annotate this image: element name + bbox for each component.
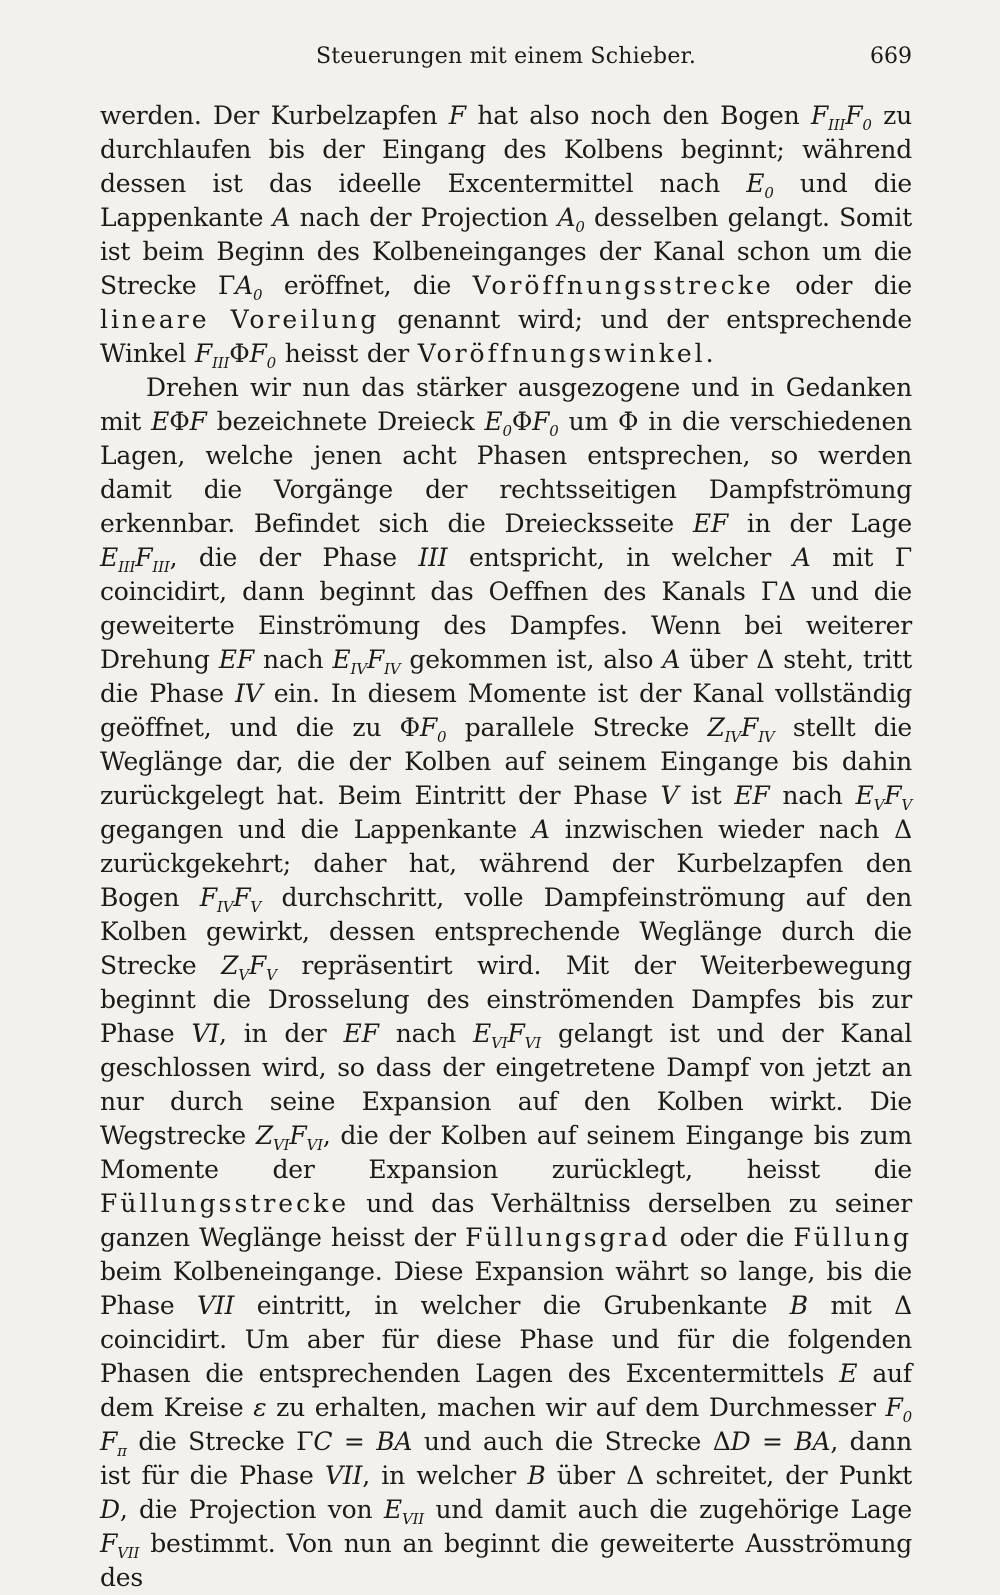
text-run: parallele Strecke: [446, 713, 708, 742]
text-run: EF: [692, 509, 729, 538]
text-run: heisst der: [275, 339, 418, 368]
text-run: werden. Der Kurbelzapfen: [100, 101, 449, 130]
text-run: F: [100, 1529, 118, 1558]
subscript: III: [118, 558, 136, 576]
text-run: B: [789, 1291, 808, 1320]
text-run: E: [484, 407, 503, 436]
text-run: E: [746, 169, 765, 198]
subscript: 0: [902, 1408, 912, 1426]
text-run: Φ: [169, 407, 190, 436]
subscript: 0: [764, 184, 774, 202]
text-run: F: [366, 645, 384, 674]
text-run: III: [418, 543, 448, 572]
text-run: F: [249, 339, 267, 368]
text-run: bestimmt. Von nun an beginnt die geweiterte Ausströmung des: [100, 1529, 912, 1592]
text-run: A: [235, 271, 254, 300]
text-run: hat also noch den Bogen: [465, 101, 811, 130]
text-run: E: [151, 407, 170, 436]
text-run: E: [100, 543, 119, 572]
subscript: V: [901, 796, 912, 814]
text-run: EF: [218, 645, 254, 674]
subscript: IV: [350, 660, 367, 678]
text-run: BA: [794, 1427, 831, 1456]
text-run: , in welcher: [362, 1461, 528, 1490]
text-run: E: [332, 645, 351, 674]
text-run: eröffnet, die: [262, 271, 473, 300]
text-run: F: [810, 101, 829, 130]
text-run: E: [383, 1495, 402, 1524]
text-run: F: [189, 407, 207, 436]
text-run: F: [419, 713, 438, 742]
subscript: IV: [216, 898, 234, 916]
text-run: gegangen und die Lappenkante: [100, 815, 532, 844]
text-run: stellt die Weglänge dar, die der Kolben auf seinem Eingange bis dahin zurückgelegt hat. Beim Eintritt der Phase: [100, 713, 912, 810]
text-run: F: [135, 543, 153, 572]
text-run: nach: [253, 645, 333, 674]
text-run: bezeichnete Dreieck: [206, 407, 485, 436]
page-number: 669: [870, 44, 912, 69]
text-run: Voröffnungswinkel: [417, 339, 706, 368]
text-run: EF: [734, 781, 770, 810]
text-run: F: [741, 713, 759, 742]
text-run: ε: [253, 1393, 267, 1422]
paragraph: [100, 371, 912, 1595]
text-run: Füllungsstrecke: [100, 1189, 350, 1218]
text-run: oder die: [670, 1223, 794, 1252]
subscript: 0: [253, 286, 263, 304]
text-run: VI: [191, 1019, 219, 1048]
text-run: Drehen wir nun das stärker ausgezogene und in Gedanken mit: [100, 373, 912, 436]
text-run: auf dem Kreise: [100, 1359, 912, 1422]
text-run: F: [448, 101, 466, 130]
subscript: VII: [401, 1510, 425, 1528]
subscript: V: [873, 796, 885, 814]
text-run: oder die: [773, 271, 912, 300]
text-run: repräsentirt wird. Mit der Weiterbewegung beginnt die Drosselung des einströmenden Dampfes bis zur Phase: [100, 951, 912, 1048]
text-run: entspricht, in welcher: [447, 543, 793, 572]
text-run: .: [705, 339, 714, 368]
text-run: Füllung: [793, 1223, 912, 1252]
text-run: F: [199, 883, 217, 912]
text-run: F: [532, 407, 550, 436]
text-run: und damit auch die zugehörige Lage: [424, 1495, 913, 1524]
text-run: A: [792, 543, 811, 572]
text-run: A: [272, 203, 291, 232]
text-run: A: [662, 645, 681, 674]
text-run: eintritt, in welcher die Grubenkante: [234, 1291, 790, 1320]
subscript: V: [266, 966, 277, 984]
text-run: Voröffnungsstrecke: [472, 271, 774, 300]
text-run: , in der: [218, 1019, 344, 1048]
text-run: F: [233, 883, 251, 912]
text-run: D: [100, 1495, 120, 1524]
text-run: desselben gelangt. Somit ist beim Beginn des Kolbeneinganges der Kanal schon um die Strecke Γ: [100, 203, 912, 300]
paragraph: [100, 99, 912, 371]
subscript: III: [828, 116, 846, 134]
subscript: 0: [862, 116, 872, 134]
text-run: , die der Phase: [169, 543, 419, 572]
text-run: Z: [221, 951, 239, 980]
text-run: mit Γ coincidirt, dann beginnt das Oeffnen des Kanals ΓΔ und die geweiterte Einströmung des Dampfes. Wenn bei weiterer Drehung: [100, 543, 912, 674]
text-run: nach: [769, 781, 856, 810]
subscript: III: [212, 354, 230, 372]
subscript: V: [250, 898, 262, 916]
text-run: D: [730, 1427, 751, 1456]
text-run: A: [557, 203, 576, 232]
text-run: durchschritt, volle Dampfeinströmung auf den Kolben gewirkt, dessen entsprechende Weglänge durch die Strecke: [100, 883, 912, 980]
text-run: , dann ist für die Phase: [100, 1427, 912, 1490]
subscript: VII: [117, 1544, 140, 1562]
text-run: inzwischen wieder nach Δ zurückgekehrt; daher hat, während der Kurbelzapfen den Bogen: [100, 815, 912, 912]
subscript: π: [117, 1442, 127, 1460]
text-run: E: [855, 781, 874, 810]
text-run: über Δ schreitet, der Punkt: [545, 1461, 913, 1490]
text-run: A: [531, 815, 550, 844]
text-run: und das Verhältniss derselben zu seiner ganzen Weglänge heisst der: [100, 1189, 912, 1252]
subscript: IV: [383, 660, 401, 678]
text-run: ist: [678, 781, 735, 810]
subscript: VI: [273, 1136, 290, 1154]
text-run: , die der Kolben auf seinem Eingange bis zum Momente der Expansion zurücklegt, heisst die: [100, 1121, 912, 1184]
subscript: 0: [266, 354, 276, 372]
text-run: , die Projection von: [119, 1495, 384, 1524]
text-run: lineare Voreilung: [100, 305, 380, 334]
subscript: III: [152, 558, 170, 576]
text-run: Füllungsgrad: [465, 1223, 671, 1252]
text-run: F: [100, 1427, 118, 1456]
text-run: Φ: [511, 407, 533, 436]
subscript: 0: [437, 728, 447, 746]
subscript: 0: [502, 422, 512, 440]
text-run: und auch die Strecke Δ: [412, 1427, 731, 1456]
text-run: EF: [343, 1019, 379, 1048]
subscript: 0: [575, 218, 585, 236]
text-run: gekommen ist, also: [400, 645, 663, 674]
subscript: 0: [549, 422, 559, 440]
subscript: VI: [491, 1034, 508, 1052]
text-run: die Strecke Γ: [126, 1427, 314, 1456]
subscript: IV: [724, 728, 742, 746]
text-run: E: [473, 1019, 492, 1048]
text-run: mit Δ coincidirt. Um aber für diese Phase und für die folgenden Phasen die entsprechenden Lagen des Excentermittels: [100, 1291, 912, 1388]
page-header: [100, 44, 912, 84]
text-run: in der Lage: [728, 509, 912, 538]
text-run: F: [507, 1019, 525, 1048]
page-body: [100, 99, 912, 1595]
text-run: F: [885, 1393, 903, 1422]
text-run: zu durchlaufen bis der Eingang des Kolbens beginnt; während dessen ist das ideelle Excentermittel nach: [100, 101, 912, 198]
text-run: E: [839, 1359, 858, 1388]
text-run: ein. In diesem Momente ist der Kanal vollständig geöffnet, und die zu Φ: [100, 679, 913, 742]
text-run: Z: [707, 713, 725, 742]
text-run: nach: [378, 1019, 474, 1048]
text-run: F: [194, 339, 212, 368]
text-run: zu erhalten, machen wir auf dem Durchmesser: [266, 1393, 886, 1422]
subscript: IV: [758, 728, 775, 746]
text-run: Φ: [229, 339, 250, 368]
text-run: =: [332, 1427, 377, 1456]
subscript: VI: [524, 1034, 541, 1052]
text-run: F: [884, 781, 902, 810]
text-run: Z: [255, 1121, 273, 1150]
text-run: F: [248, 951, 267, 980]
text-run: BA: [376, 1427, 413, 1456]
text-run: V: [660, 781, 679, 810]
text-run: C: [313, 1427, 333, 1456]
text-run: IV: [235, 679, 263, 708]
text-run: genannt wird; und der entsprechende Winkel: [100, 305, 912, 368]
running-title: Steuerungen mit einem Schieber.: [315, 44, 697, 69]
text-run: B: [527, 1461, 546, 1490]
text-run: gelangt ist und der Kanal geschlossen wird, so dass der eingetretene Dampf von jetzt an nur durch seine Expansion auf den Kolben wirkt. Die Wegstrecke: [100, 1019, 912, 1150]
text-run: F: [845, 101, 863, 130]
text-run: um Φ in die verschiedenen Lagen, welche jenen acht Phasen entsprechen, so werden damit die Vorgänge der rechtsseitigen Dampfströmung erkennbar. Befindet sich die Dreiecksseite: [100, 407, 912, 538]
text-run: beim Kolbeneingange. Diese Expansion währt so lange, bis die Phase: [100, 1257, 912, 1320]
text-run: VII: [325, 1461, 363, 1490]
text-run: =: [750, 1427, 795, 1456]
subscript: V: [238, 966, 249, 984]
subscript: VI: [306, 1136, 323, 1154]
text-run: nach der Projection: [290, 203, 558, 232]
text-run: F: [289, 1121, 307, 1150]
text-run: über Δ steht, tritt die Phase: [100, 645, 912, 708]
text-run: VII: [196, 1291, 235, 1320]
text-run: und die Lappenkante: [100, 169, 913, 232]
